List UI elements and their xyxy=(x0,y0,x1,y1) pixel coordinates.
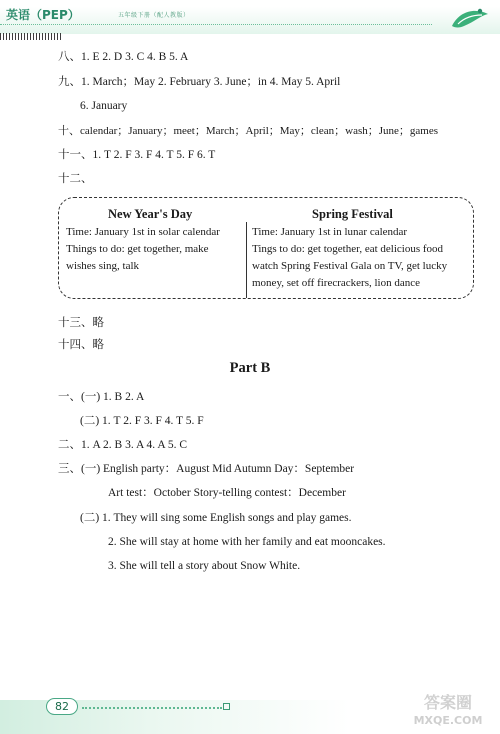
part-b-line-1: 一、(一) 1. B 2. A xyxy=(58,391,145,403)
book-subtitle: 五年级下册（配人教版） xyxy=(118,12,190,19)
part-b-line-3-2: (二) 1. They will sing some English songs and play games. xyxy=(80,512,352,524)
answer-line-13: 十三、略 xyxy=(58,317,104,329)
part-b-line-2: 二、1. A 2. B 3. A 4. A 5. C xyxy=(58,439,188,451)
table-right-row: Tings to do: get together, eat delicious food xyxy=(252,243,444,255)
book-title: 英语（PEP） xyxy=(6,8,80,22)
watermark-logo xyxy=(400,690,496,730)
table-column-divider xyxy=(246,222,247,298)
header-divider xyxy=(0,24,432,25)
table-heading-new-years-day: New Year's Day xyxy=(108,207,193,221)
part-b-line-1-2: (二) 1. T 2. F 3. F 4. T 5. F xyxy=(80,415,204,427)
part-b-line-3: 三、(一) English party：August Mid Autumn Day：September xyxy=(58,463,355,475)
table-left-row: wishes sing, talk xyxy=(66,260,140,272)
section-title-part-b: Part B xyxy=(229,360,271,376)
watermark-top-text: 答案圈 xyxy=(423,693,473,712)
part-b-line-3-cont: Art test：October Story-telling contest：December xyxy=(108,487,346,499)
part-b-line-3-2-c: 3. She will tell a story about Snow White. xyxy=(108,560,301,572)
table-right-row: Time: January 1st in lunar calendar xyxy=(252,226,408,238)
table-heading-spring-festival: Spring Festival xyxy=(312,207,393,221)
answer-line-9: 九、1. March；May 2. February 3. June；in 4. May 5. April xyxy=(58,76,341,88)
page-number-badge xyxy=(46,698,78,715)
answer-line-9-cont: 6. January xyxy=(80,100,128,112)
answer-line-11: 十一、1. T 2. F 3. F 4. T 5. F 6. T xyxy=(58,149,216,161)
table-right-row: money, set off firecrackers, lion dance xyxy=(252,277,420,289)
table-left-row: Time: January 1st in solar calendar xyxy=(66,226,220,238)
footer-square-icon xyxy=(223,703,230,710)
answer-line-14: 十四、略 xyxy=(58,339,104,351)
part-b-line-3-2-b: 2. She will stay at home with her family and eat mooncakes. xyxy=(108,536,386,548)
table-left-row: Things to do: get together, make xyxy=(66,243,209,255)
table-right-row: watch Spring Festival Gala on TV, get lucky xyxy=(252,260,448,272)
answer-line-8: 八、1. E 2. D 3. C 4. B 5. A xyxy=(58,51,189,63)
barcode-strip xyxy=(0,33,62,40)
answer-line-12: 十二、 xyxy=(58,173,93,185)
leaf-logo-icon xyxy=(450,6,490,30)
answer-line-10: 十、calendar；January；meet；March；April；May；clean；wash；June；games xyxy=(58,125,438,137)
watermark-bottom-text: MXQE.COM xyxy=(413,714,483,727)
footer-dotted-line xyxy=(82,707,222,709)
page-number: 82 xyxy=(55,700,69,713)
page-header xyxy=(0,0,500,34)
